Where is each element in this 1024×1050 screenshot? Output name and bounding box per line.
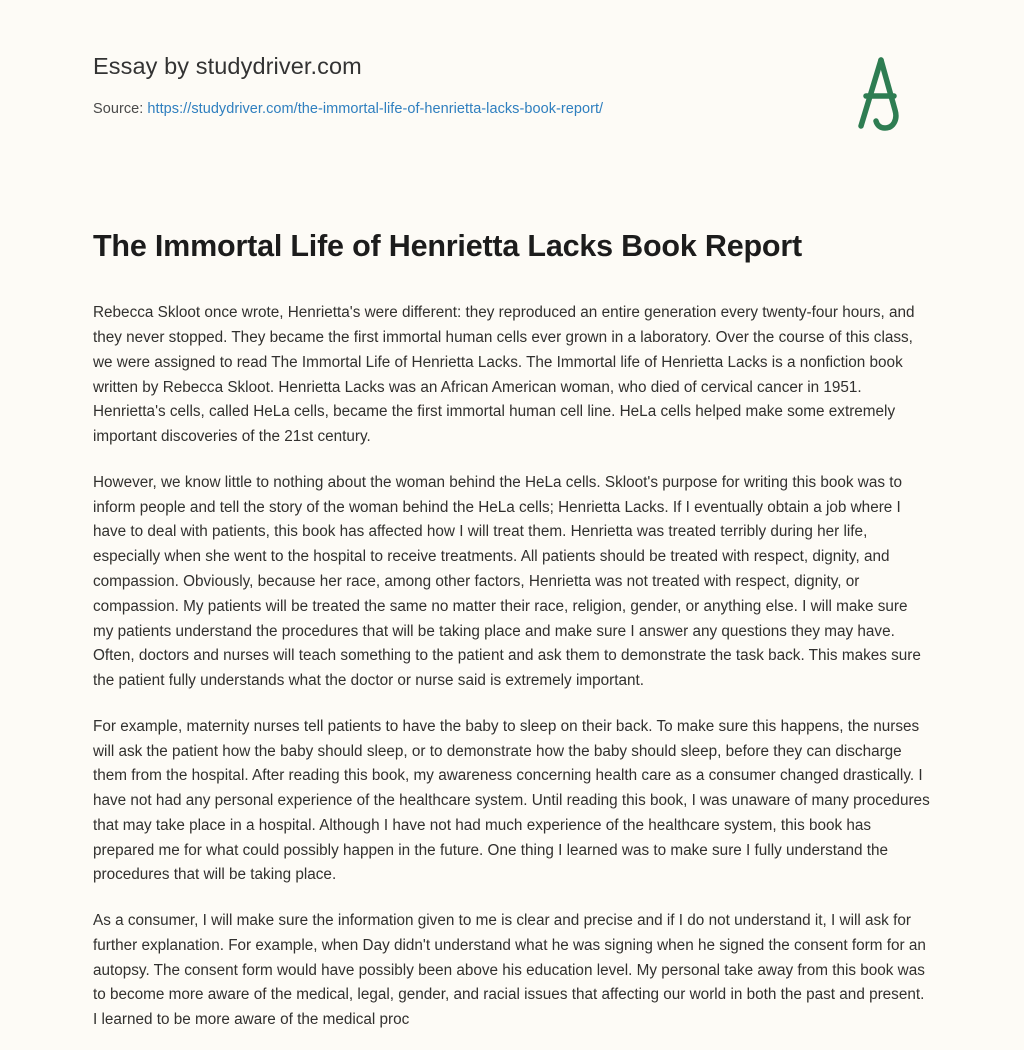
source-label: Source: xyxy=(93,101,148,118)
paragraph: As a consumer, I will make sure the information given to me is clear and precise and if I do not understand it, I will ask for further explanation. For example, when Day didn't understand what he was signing when he signed the consent form for an autopsy. The consent form would have possibly been above his education level. My personal take away from this book was to become more aware of the medical, legal, gender, and racial issues that affecting our world in both the past and present. I learned to be more aware of the medical proc xyxy=(93,912,926,1029)
source-url-link[interactable]: https://studydriver.com/the-immortal-life-of-henrietta-lacks-book-report/ xyxy=(147,101,604,118)
document-body xyxy=(93,265,931,1033)
essay-byline xyxy=(93,52,931,80)
page-title: The Immortal Life of Henrietta Lacks Book Report xyxy=(93,229,802,264)
document-header xyxy=(93,0,931,117)
source-line xyxy=(93,101,931,117)
brand-name: studydriver.com xyxy=(195,53,362,79)
studydriver-monogram-icon xyxy=(835,48,931,144)
essay-by-prefix: Essay by xyxy=(93,53,196,79)
paragraph: For example, maternity nurses tell patients to have the baby to sleep on their back. To make sure this happens, the nurses will ask the patient how the baby should sleep, or to demonstrate how the baby should sleep, before they can discharge them from the hospital. After reading this book, my awareness concerning health care as a consumer changed drastically. I have not had any personal experience of the healthcare system. Until reading this book, I was unaware of many procedures that may take place in a hospital. Although I have not had much experience of the healthcare system, this book has prepared me for what could possibly happen in the future. One thing I learned was to make sure I fully understand the procedures that will be taking place. xyxy=(93,717,930,884)
paragraph: However, we know little to nothing about the woman behind the HeLa cells. Skloot's purpose for writing this book was to inform people and tell the story of the woman behind the HeLa cells; Henrietta Lacks. If I eventually obtain a job where I have to deal with patients, this book has affected how I will treat them. Henrietta was treated terribly during her life, especially when she went to the hospital to receive treatments. All patients should be treated with respect, dignity, and compassion. Obviously, because her race, among other factors, Henrietta was not treated with respect, dignity, or compassion. My patients will be treated the same no matter their race, religion, gender, or anything else. I will make sure my patients understand the procedures that will be taking place and make sure I answer any questions they may have. Often, doctors and nurses will teach something to the patient and ask them to demonstrate the task back. This makes sure the patient fully understands what the doctor or nurse said is extremely important. xyxy=(93,473,921,690)
paragraph: Rebecca Skloot once wrote, Henrietta's were different: they reproduced an entire generation every twenty-four hours, and they never stopped. They became the first immortal human cells ever grown in a laboratory. Over the course of this class, we were assigned to read The Immortal Life of Henrietta Lacks. The Immortal life of Henrietta Lacks is a nonfiction book written by Rebecca Skloot. Henrietta Lacks was an African American woman, who died of cervical cancer in 1951. Henrietta's cells, called HeLa cells, became the first immortal human cell line. HeLa cells helped make some extremely important discoveries of the 21st century. xyxy=(93,304,915,446)
